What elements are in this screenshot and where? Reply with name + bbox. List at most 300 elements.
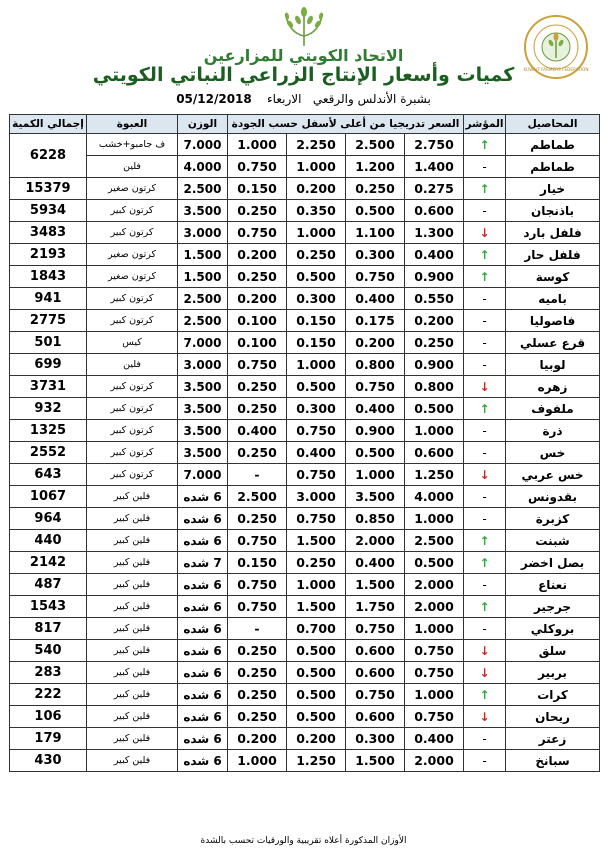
pack-cell: فلين كبير bbox=[87, 596, 178, 618]
pack-cell: فلين كبير bbox=[87, 530, 178, 552]
price-cell: 0.700 bbox=[287, 618, 346, 640]
column-header-pack: العبوة bbox=[87, 115, 178, 134]
table-row bbox=[10, 420, 600, 442]
price-cell: 0.900 bbox=[405, 354, 464, 376]
pack-cell: فلين كبير bbox=[87, 486, 178, 508]
qty-cell: 6228 bbox=[10, 134, 87, 178]
table-row bbox=[10, 178, 600, 200]
crop-name: بقدونس bbox=[506, 486, 600, 508]
price-cell: 0.300 bbox=[287, 398, 346, 420]
weight-cell: 7.000 bbox=[178, 332, 228, 354]
price-cell: 2.750 bbox=[405, 134, 464, 156]
crop-name: باذنجان bbox=[506, 200, 600, 222]
price-cell: 1.000 bbox=[228, 750, 287, 772]
price-cell: 2.500 bbox=[405, 530, 464, 552]
column-header-price: السعر تدريجيا من أعلى لأسفل حسب الجودة bbox=[228, 115, 464, 134]
pack-cell: فلين كبير bbox=[87, 640, 178, 662]
price-cell: 0.150 bbox=[287, 310, 346, 332]
price-cell: 2.000 bbox=[346, 530, 405, 552]
trend-flat-icon: - bbox=[464, 420, 506, 442]
price-cell: 0.750 bbox=[228, 354, 287, 376]
trend-down-icon: ↓ bbox=[464, 222, 506, 244]
svg-text:KUWAIT FARMERS FEDERATION: KUWAIT FARMERS FEDERATION bbox=[523, 67, 589, 72]
price-cell: 0.800 bbox=[405, 376, 464, 398]
pack-cell: كرتون صغير bbox=[87, 178, 178, 200]
price-cell: 1.250 bbox=[405, 464, 464, 486]
weight-cell: 6 شده bbox=[178, 508, 228, 530]
table-row bbox=[10, 508, 600, 530]
price-cell: 0.500 bbox=[287, 662, 346, 684]
table-row bbox=[10, 222, 600, 244]
crop-name: بروكلي bbox=[506, 618, 600, 640]
price-cell: 0.550 bbox=[405, 288, 464, 310]
weight-cell: 3.500 bbox=[178, 376, 228, 398]
crop-name: فاصوليا bbox=[506, 310, 600, 332]
qty-cell: 430 bbox=[10, 750, 87, 772]
price-cell: 1.000 bbox=[287, 354, 346, 376]
price-cell: 0.600 bbox=[405, 200, 464, 222]
weight-cell: 6 شده bbox=[178, 750, 228, 772]
crop-name: سلق bbox=[506, 640, 600, 662]
crop-name: خيار bbox=[506, 178, 600, 200]
organization-name: الاتحاد الكويتي للمزارعين bbox=[203, 46, 404, 65]
price-cell: 0.250 bbox=[228, 508, 287, 530]
table-row bbox=[10, 332, 600, 354]
weight-cell: 3.500 bbox=[178, 200, 228, 222]
price-cell: 1.000 bbox=[287, 156, 346, 178]
price-cell: 1.400 bbox=[405, 156, 464, 178]
crop-name: بصل اخضر bbox=[506, 552, 600, 574]
pack-cell: كيس bbox=[87, 332, 178, 354]
table-row bbox=[10, 618, 600, 640]
trend-up-icon: ↑ bbox=[464, 552, 506, 574]
price-cell: 0.750 bbox=[228, 222, 287, 244]
weight-cell: 7.000 bbox=[178, 134, 228, 156]
qty-cell: 540 bbox=[10, 640, 87, 662]
price-cell: 0.250 bbox=[228, 684, 287, 706]
pack-cell: فلين كبير bbox=[87, 684, 178, 706]
price-cell: 1.000 bbox=[228, 134, 287, 156]
price-cell: 0.250 bbox=[228, 706, 287, 728]
price-cell: 0.200 bbox=[228, 288, 287, 310]
weight-cell: 1.500 bbox=[178, 266, 228, 288]
price-cell: 0.400 bbox=[405, 244, 464, 266]
trend-down-icon: ↓ bbox=[464, 662, 506, 684]
trend-flat-icon: - bbox=[464, 486, 506, 508]
qty-cell: 5934 bbox=[10, 200, 87, 222]
pack-cell: كرتون كبير bbox=[87, 464, 178, 486]
table-row bbox=[10, 486, 600, 508]
price-cell: 3.000 bbox=[287, 486, 346, 508]
pack-cell: كرتون صغير bbox=[87, 244, 178, 266]
qty-cell: 283 bbox=[10, 662, 87, 684]
qty-cell: 1843 bbox=[10, 266, 87, 288]
table-row bbox=[10, 530, 600, 552]
price-cell: 0.150 bbox=[228, 178, 287, 200]
column-header-indicator: المؤشر bbox=[464, 115, 506, 134]
trend-up-icon: ↑ bbox=[464, 244, 506, 266]
crop-name: كزبرة bbox=[506, 508, 600, 530]
price-cell: 0.250 bbox=[405, 332, 464, 354]
price-cell: 1.000 bbox=[405, 420, 464, 442]
crop-name: سبانخ bbox=[506, 750, 600, 772]
price-cell: 0.850 bbox=[346, 508, 405, 530]
price-cell: 0.750 bbox=[228, 596, 287, 618]
weight-cell: 6 شده bbox=[178, 728, 228, 750]
pack-cell: كرتون كبير bbox=[87, 398, 178, 420]
pack-cell: كرتون كبير bbox=[87, 376, 178, 398]
crop-name: قرع عسلي bbox=[506, 332, 600, 354]
price-cell: 1.750 bbox=[346, 596, 405, 618]
qty-cell: 2775 bbox=[10, 310, 87, 332]
qty-cell: 2142 bbox=[10, 552, 87, 574]
trend-down-icon: ↓ bbox=[464, 376, 506, 398]
price-cell: 0.250 bbox=[228, 266, 287, 288]
price-cell: 0.500 bbox=[405, 398, 464, 420]
price-cell: 0.600 bbox=[346, 662, 405, 684]
qty-cell: 941 bbox=[10, 288, 87, 310]
report-date: 05/12/2018 bbox=[176, 92, 252, 106]
table-row bbox=[10, 244, 600, 266]
market-name: بشبرة الأندلس والرقعي bbox=[312, 92, 431, 106]
table-row bbox=[10, 288, 600, 310]
crop-name: كرات bbox=[506, 684, 600, 706]
table-row bbox=[10, 266, 600, 288]
price-cell: 0.750 bbox=[287, 420, 346, 442]
weight-cell: 6 شده bbox=[178, 574, 228, 596]
pack-cell: فلين كبير bbox=[87, 618, 178, 640]
price-cell: 0.500 bbox=[346, 442, 405, 464]
price-cell: 1.500 bbox=[346, 574, 405, 596]
price-cell: - bbox=[228, 464, 287, 486]
table-row bbox=[10, 706, 600, 728]
price-cell: 0.400 bbox=[287, 442, 346, 464]
qty-cell: 3731 bbox=[10, 376, 87, 398]
weight-cell: 3.500 bbox=[178, 420, 228, 442]
price-cell: 0.150 bbox=[228, 552, 287, 574]
qty-cell: 106 bbox=[10, 706, 87, 728]
weight-cell: 6 شده bbox=[178, 684, 228, 706]
table-row bbox=[10, 574, 600, 596]
weight-cell: 3.500 bbox=[178, 442, 228, 464]
crop-name: كوسة bbox=[506, 266, 600, 288]
qty-cell: 222 bbox=[10, 684, 87, 706]
price-cell: 0.750 bbox=[287, 464, 346, 486]
weight-cell: 2.500 bbox=[178, 288, 228, 310]
price-cell: 0.200 bbox=[287, 728, 346, 750]
price-cell: 2.500 bbox=[228, 486, 287, 508]
price-cell: 0.600 bbox=[405, 442, 464, 464]
trend-up-icon: ↑ bbox=[464, 596, 506, 618]
price-cell: 1.100 bbox=[346, 222, 405, 244]
price-cell: 0.200 bbox=[287, 178, 346, 200]
qty-cell: 1067 bbox=[10, 486, 87, 508]
price-cell: 1.500 bbox=[346, 750, 405, 772]
crop-name: ذرة bbox=[506, 420, 600, 442]
price-cell: 0.400 bbox=[346, 552, 405, 574]
weight-cell: 3.000 bbox=[178, 222, 228, 244]
price-cell: 0.750 bbox=[228, 156, 287, 178]
pack-cell: فلين كبير bbox=[87, 574, 178, 596]
weight-cell: 6 شده bbox=[178, 618, 228, 640]
price-cell: 0.900 bbox=[405, 266, 464, 288]
table-row bbox=[10, 134, 600, 156]
price-cell: 4.000 bbox=[405, 486, 464, 508]
table-row bbox=[10, 310, 600, 332]
price-cell: 0.750 bbox=[287, 508, 346, 530]
price-cell: 0.300 bbox=[346, 244, 405, 266]
price-cell: 0.750 bbox=[346, 684, 405, 706]
weight-cell: 6 شده bbox=[178, 596, 228, 618]
price-cell: 0.200 bbox=[228, 728, 287, 750]
pack-cell: كرتون كبير bbox=[87, 222, 178, 244]
price-cell: 0.750 bbox=[346, 376, 405, 398]
crop-name: طماطم bbox=[506, 134, 600, 156]
price-cell: 0.600 bbox=[346, 706, 405, 728]
price-cell: 0.500 bbox=[405, 552, 464, 574]
trend-flat-icon: - bbox=[464, 574, 506, 596]
price-cell: 0.500 bbox=[287, 266, 346, 288]
table-row bbox=[10, 398, 600, 420]
column-header-crop: المحاصيل bbox=[506, 115, 600, 134]
pack-cell: كرتون كبير bbox=[87, 420, 178, 442]
table-row bbox=[10, 354, 600, 376]
price-cell: 1.200 bbox=[346, 156, 405, 178]
weight-cell: 3.000 bbox=[178, 354, 228, 376]
table-row bbox=[10, 596, 600, 618]
price-cell: 0.300 bbox=[346, 728, 405, 750]
price-cell: 0.250 bbox=[228, 640, 287, 662]
price-cell: 0.500 bbox=[287, 376, 346, 398]
weight-cell: 1.500 bbox=[178, 244, 228, 266]
price-cell: 1.500 bbox=[287, 596, 346, 618]
trend-down-icon: ↓ bbox=[464, 640, 506, 662]
trend-flat-icon: - bbox=[464, 728, 506, 750]
qty-cell: 179 bbox=[10, 728, 87, 750]
price-cell: 0.600 bbox=[346, 640, 405, 662]
price-cell: 0.400 bbox=[405, 728, 464, 750]
trend-down-icon: ↓ bbox=[464, 706, 506, 728]
table-row bbox=[10, 442, 600, 464]
weight-cell: 7.000 bbox=[178, 464, 228, 486]
pack-cell: كرتون كبير bbox=[87, 442, 178, 464]
price-cell: 0.250 bbox=[228, 662, 287, 684]
price-cell: 1.000 bbox=[287, 574, 346, 596]
price-cell: 0.750 bbox=[405, 640, 464, 662]
trend-flat-icon: - bbox=[464, 288, 506, 310]
price-cell: 0.400 bbox=[228, 420, 287, 442]
price-cell: 2.000 bbox=[405, 750, 464, 772]
price-cell: 1.250 bbox=[287, 750, 346, 772]
price-cell: 0.100 bbox=[228, 332, 287, 354]
weight-cell: 4.000 bbox=[178, 156, 228, 178]
price-cell: 0.250 bbox=[228, 398, 287, 420]
price-table bbox=[9, 114, 600, 772]
crop-name: طماطم bbox=[506, 156, 600, 178]
price-cell: 0.275 bbox=[405, 178, 464, 200]
price-cell: 0.400 bbox=[346, 398, 405, 420]
price-cell: 0.750 bbox=[346, 266, 405, 288]
trend-up-icon: ↑ bbox=[464, 398, 506, 420]
price-cell: 0.750 bbox=[405, 706, 464, 728]
crop-name: نعناع bbox=[506, 574, 600, 596]
trend-flat-icon: - bbox=[464, 508, 506, 530]
price-cell: 2.250 bbox=[287, 134, 346, 156]
price-cell: 2.000 bbox=[405, 596, 464, 618]
crop-name: ملفوف bbox=[506, 398, 600, 420]
crop-name: فلفل بارد bbox=[506, 222, 600, 244]
crop-name: باميه bbox=[506, 288, 600, 310]
pack-cell: كرتون كبير bbox=[87, 310, 178, 332]
trend-flat-icon: - bbox=[464, 442, 506, 464]
pack-cell: كرتون كبير bbox=[87, 200, 178, 222]
price-cell: 0.500 bbox=[287, 706, 346, 728]
qty-cell: 964 bbox=[10, 508, 87, 530]
qty-cell: 501 bbox=[10, 332, 87, 354]
crop-name: ريحان bbox=[506, 706, 600, 728]
crop-name: زعتر bbox=[506, 728, 600, 750]
qty-cell: 2193 bbox=[10, 244, 87, 266]
price-cell: 1.300 bbox=[405, 222, 464, 244]
crop-name: شبنت bbox=[506, 530, 600, 552]
price-cell: 0.200 bbox=[405, 310, 464, 332]
price-cell: 0.200 bbox=[228, 244, 287, 266]
table-row bbox=[10, 464, 600, 486]
column-header-weight: الوزن bbox=[178, 115, 228, 134]
qty-cell: 932 bbox=[10, 398, 87, 420]
table-body bbox=[10, 134, 600, 772]
trend-up-icon: ↑ bbox=[464, 266, 506, 288]
trend-up-icon: ↑ bbox=[464, 530, 506, 552]
price-cell: 0.150 bbox=[287, 332, 346, 354]
table-row bbox=[10, 662, 600, 684]
table-row bbox=[10, 750, 600, 772]
price-cell: 0.500 bbox=[287, 684, 346, 706]
weight-cell: 6 شده bbox=[178, 662, 228, 684]
qty-cell: 15379 bbox=[10, 178, 87, 200]
trend-down-icon: ↓ bbox=[464, 464, 506, 486]
report-day: الاربعاء bbox=[267, 92, 302, 106]
price-cell: 2.500 bbox=[346, 134, 405, 156]
column-header-qty: إجمالي الكمية bbox=[10, 115, 87, 134]
weight-cell: 2.500 bbox=[178, 310, 228, 332]
qty-cell: 1325 bbox=[10, 420, 87, 442]
weight-cell: 6 شده bbox=[178, 486, 228, 508]
weight-cell: 6 شده bbox=[178, 530, 228, 552]
table-row bbox=[10, 156, 600, 178]
table-row bbox=[10, 684, 600, 706]
price-cell: 1.000 bbox=[405, 684, 464, 706]
price-cell: - bbox=[228, 618, 287, 640]
qty-cell: 699 bbox=[10, 354, 87, 376]
trend-flat-icon: - bbox=[464, 618, 506, 640]
crop-name: فلفل حار bbox=[506, 244, 600, 266]
price-cell: 0.300 bbox=[287, 288, 346, 310]
wheat-emblem-icon bbox=[280, 6, 328, 48]
price-cell: 2.000 bbox=[405, 574, 464, 596]
trend-flat-icon: - bbox=[464, 332, 506, 354]
trend-up-icon: ↑ bbox=[464, 178, 506, 200]
crop-name: زهره bbox=[506, 376, 600, 398]
price-cell: 0.100 bbox=[228, 310, 287, 332]
price-cell: 0.250 bbox=[287, 244, 346, 266]
price-cell: 0.750 bbox=[346, 618, 405, 640]
table-row bbox=[10, 728, 600, 750]
pack-cell: فلين bbox=[87, 354, 178, 376]
pack-cell: كرتون صغير bbox=[87, 266, 178, 288]
price-cell: 0.900 bbox=[346, 420, 405, 442]
price-cell: 0.750 bbox=[228, 574, 287, 596]
pack-cell: فلين bbox=[87, 156, 178, 178]
weight-cell: 6 شده bbox=[178, 706, 228, 728]
footnote: الأوزان المذكورة أعلاه تقريبية والورقيات تحسب بالشدة bbox=[200, 836, 407, 846]
report-subtitle bbox=[0, 92, 607, 106]
weight-cell: 6 شده bbox=[178, 640, 228, 662]
price-cell: 0.250 bbox=[228, 376, 287, 398]
price-cell: 3.500 bbox=[346, 486, 405, 508]
pack-cell: فلين كبير bbox=[87, 750, 178, 772]
crop-name: بربير bbox=[506, 662, 600, 684]
page-title: كميات وأسعار الإنتاج الزراعي النباتي الكويتي bbox=[92, 64, 515, 86]
price-cell: 0.350 bbox=[287, 200, 346, 222]
price-cell: 0.400 bbox=[346, 288, 405, 310]
price-cell: 0.500 bbox=[287, 640, 346, 662]
weight-cell: 3.500 bbox=[178, 398, 228, 420]
trend-flat-icon: - bbox=[464, 200, 506, 222]
qty-cell: 487 bbox=[10, 574, 87, 596]
price-cell: 1.000 bbox=[405, 508, 464, 530]
trend-flat-icon: - bbox=[464, 156, 506, 178]
qty-cell: 643 bbox=[10, 464, 87, 486]
price-cell: 0.200 bbox=[346, 332, 405, 354]
trend-flat-icon: - bbox=[464, 354, 506, 376]
price-cell: 0.175 bbox=[346, 310, 405, 332]
qty-cell: 440 bbox=[10, 530, 87, 552]
qty-cell: 1543 bbox=[10, 596, 87, 618]
trend-flat-icon: - bbox=[464, 310, 506, 332]
qty-cell: 817 bbox=[10, 618, 87, 640]
crop-name: خس عربي bbox=[506, 464, 600, 486]
trend-up-icon: ↑ bbox=[464, 684, 506, 706]
price-cell: 0.750 bbox=[405, 662, 464, 684]
price-cell: 1.500 bbox=[287, 530, 346, 552]
pack-cell: فلين كبير bbox=[87, 706, 178, 728]
price-cell: 0.750 bbox=[228, 530, 287, 552]
qty-cell: 3483 bbox=[10, 222, 87, 244]
price-cell: 0.500 bbox=[346, 200, 405, 222]
trend-flat-icon: - bbox=[464, 750, 506, 772]
table-row bbox=[10, 200, 600, 222]
pack-cell: فلين كبير bbox=[87, 662, 178, 684]
price-cell: 0.250 bbox=[228, 442, 287, 464]
price-cell: 0.800 bbox=[346, 354, 405, 376]
pack-cell: كرتون كبير bbox=[87, 288, 178, 310]
table-row bbox=[10, 376, 600, 398]
crop-name: جرجير bbox=[506, 596, 600, 618]
price-cell: 1.000 bbox=[287, 222, 346, 244]
weight-cell: 2.500 bbox=[178, 178, 228, 200]
trend-up-icon: ↑ bbox=[464, 134, 506, 156]
crop-name: لوبيا bbox=[506, 354, 600, 376]
table-row bbox=[10, 552, 600, 574]
qty-cell: 2552 bbox=[10, 442, 87, 464]
pack-cell: ف جامبو+خشب bbox=[87, 134, 178, 156]
table-row bbox=[10, 640, 600, 662]
pack-cell: فلين كبير bbox=[87, 728, 178, 750]
price-cell: 1.000 bbox=[405, 618, 464, 640]
page-header bbox=[0, 0, 607, 112]
pack-cell: فلين كبير bbox=[87, 508, 178, 530]
